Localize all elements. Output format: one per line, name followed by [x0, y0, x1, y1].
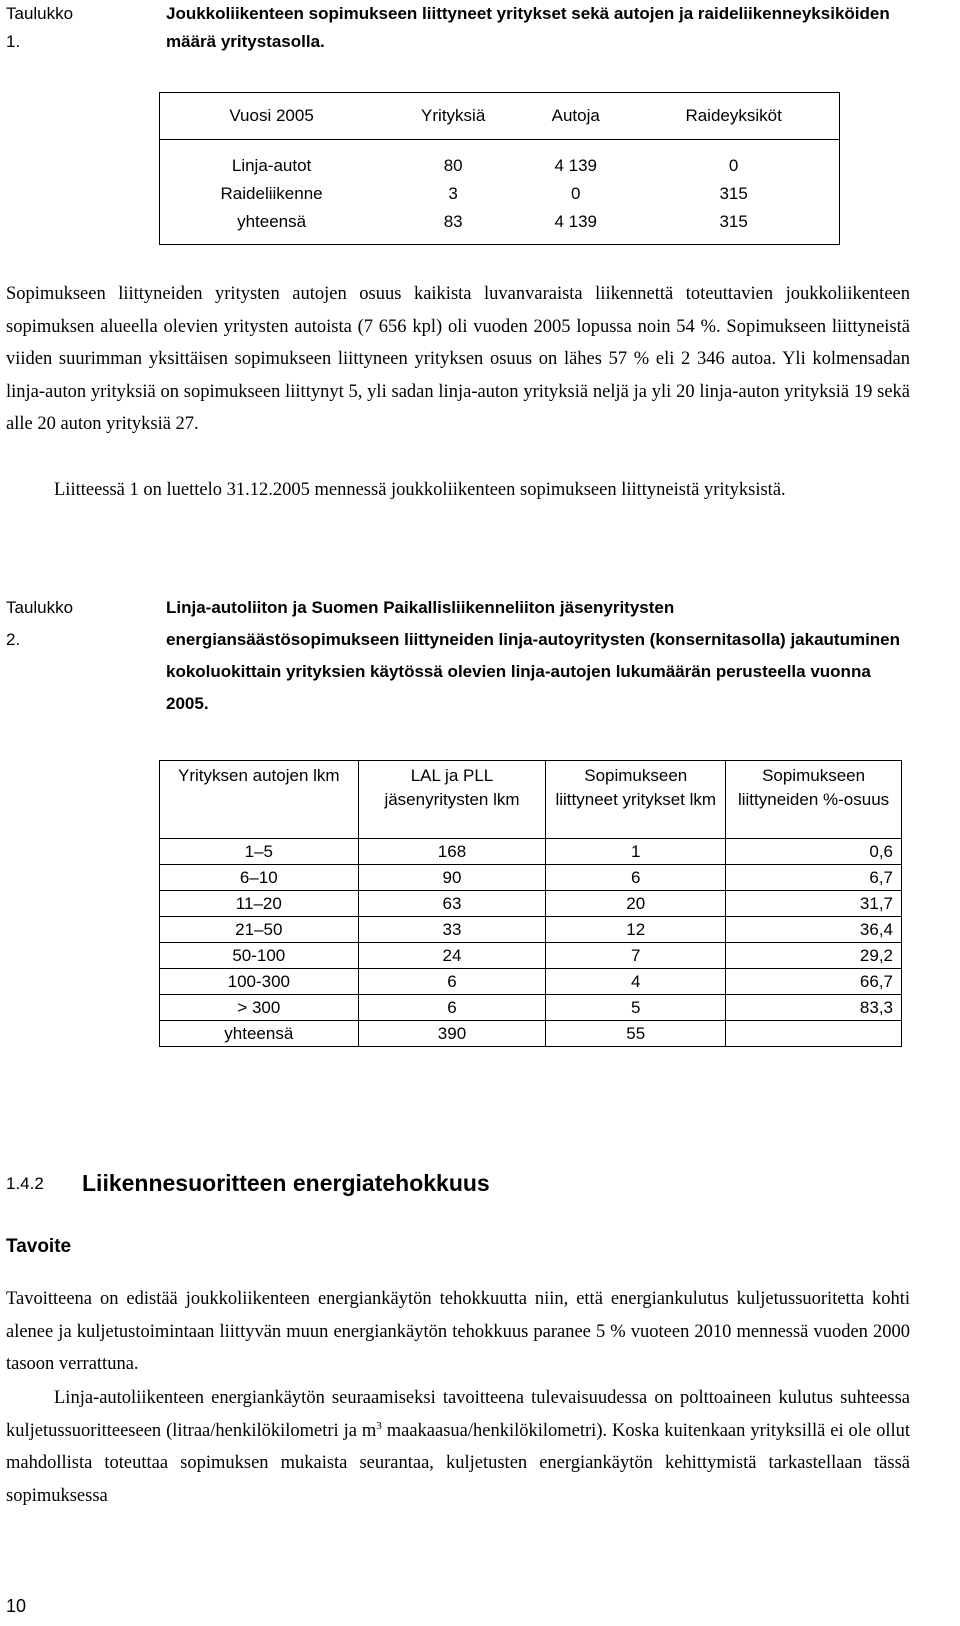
table2-cell: 6 — [546, 865, 726, 891]
table2-cell: yhteensä — [160, 1021, 359, 1047]
table2-cell: 6–10 — [160, 865, 359, 891]
page-number: 10 — [6, 1596, 27, 1616]
table2-cell: 6 — [358, 969, 546, 995]
table2-cell: 21–50 — [160, 917, 359, 943]
table1-label: Taulukko 1. — [6, 4, 74, 51]
table2-cell: 0,6 — [726, 839, 902, 865]
table1-header-cell: Autoja — [551, 106, 600, 125]
paragraph-4-text-b: maakaasua/henkilökilometri). Koska kuitenkaan yrityksillä ei ole ollut mahdollista toteuttaa sopimuksen mukaista seurantaa, kuljetusten energiankäytön kehittymistä tarkastellaan tässä sopimuksessa — [6, 1420, 910, 1506]
section-number: 1.4.2 — [6, 1174, 44, 1193]
table2-cell: 31,7 — [726, 891, 902, 917]
table1-header-cell: Yrityksiä — [421, 106, 486, 125]
table1-cell: 0 — [628, 140, 839, 181]
table-row — [160, 180, 840, 208]
table-row — [160, 1021, 902, 1047]
table2-cell: 1 — [546, 839, 726, 865]
table1-cell: Raideliikenne — [220, 184, 323, 203]
table-row — [160, 995, 902, 1021]
table1-cell: 0 — [571, 184, 581, 203]
table-row — [160, 208, 840, 245]
table2-cell: 390 — [358, 1021, 546, 1047]
table2-cell: 63 — [358, 891, 546, 917]
table1-cell: 83 — [443, 212, 463, 231]
table-row — [160, 891, 902, 917]
table-row — [160, 969, 902, 995]
table1 — [159, 92, 840, 245]
table2-cell — [726, 1021, 902, 1047]
paragraph-4-text-a: Linja-autoliikenteen energiankäytön seuraamiseksi tavoitteena tulevaisuudessa on polttoaineen kulutus suhteessa kuljetussuoritteeseen (litraa/henkilökilometri ja m — [6, 1388, 910, 1441]
table2-header-cell: Sopimukseen liittyneet yritykset lkm — [546, 761, 726, 839]
table2-cell: > 300 — [160, 995, 359, 1021]
table1-cell: Linja-autot — [160, 140, 384, 181]
paragraph-2: Liitteessä 1 on luettelo 31.12.2005 mennessä joukkoliikenteen sopimukseen liittyneistä yrityksistä. — [54, 480, 786, 500]
table2-cell: 24 — [358, 943, 546, 969]
table-row — [160, 943, 902, 969]
table2-header-row — [160, 761, 902, 839]
table-row — [160, 839, 902, 865]
table2-cell: 6,7 — [726, 865, 902, 891]
table2-cell: 83,3 — [726, 995, 902, 1021]
section-title: Liikennesuoritteen energiatehokkuus — [82, 1170, 490, 1196]
table2-cell: 29,2 — [726, 943, 902, 969]
superscript-3: 3 — [376, 1419, 382, 1432]
table2-header-cell: LAL ja PLL jäsenyritysten lkm — [358, 761, 546, 839]
paragraph-4 — [6, 1382, 910, 1512]
table1-cell: 4 139 — [523, 140, 628, 181]
table1-cell: 80 — [383, 140, 523, 181]
table1-cell: 4 139 — [554, 212, 597, 231]
table2-title: Linja-autoliiton ja Suomen Paikallisliikenneliiton jäsenyritysten energiansäästösopimukseen liittyneiden linja-autoyritysten (konsernitasolla) jakautuminen kokoluokittain yrityksien käytössä olevien linja-autojen lukumäärän perusteella vuonna 2005. — [166, 598, 901, 713]
table2-cell: 33 — [358, 917, 546, 943]
table2-cell: 100-300 — [160, 969, 359, 995]
table2-cell: 1–5 — [160, 839, 359, 865]
table2-cell: 168 — [358, 839, 546, 865]
table2-cell: 11–20 — [160, 891, 359, 917]
table2-cell: 90 — [358, 865, 546, 891]
table-row — [160, 917, 902, 943]
table2-cell: 12 — [546, 917, 726, 943]
paragraph-1: Sopimukseen liittyneiden yritysten autojen osuus kaikista luvanvaraista liikennettä toteuttavien joukkoliikenteen sopimuksen alueella olevien yritysten autoista (7 656 kpl) oli vuoden 2005 lopussa noin 54 %. Sopimukseen liittyneistä viiden suurimman yksittäisen sopimukseen liittyneen yrityksen osuus on lähes 57 % eli 2 346 autoa. Yli kolmensadan linja-auton yrityksiä on sopimukseen liittynyt 5, yli sadan linja-auton yrityksiä neljä ja yli 20 linja-auton yrityksiä 19 sekä alle 20 auton yrityksiä 27. — [6, 284, 910, 435]
table1-header-cell: Vuosi 2005 — [229, 106, 314, 125]
paragraph-3: Tavoitteena on edistää joukkoliikenteen energiankäytön tehokkuutta niin, että energiankulutus kuljetussuoritetta kohti alenee ja kuljetustoimintaan liittyvän muun energiankäytön tehokkuus paranee 5 % vuoteen 2010 mennessä vuoden 2000 tasoon verrattuna. — [6, 1289, 910, 1375]
table2-cell: 50-100 — [160, 943, 359, 969]
table2-cell: 55 — [546, 1021, 726, 1047]
table1-cell: 315 — [719, 212, 748, 231]
table-row — [160, 140, 840, 181]
table-row — [160, 865, 902, 891]
table1-header-row — [160, 93, 840, 140]
table1-cell: 3 — [448, 184, 458, 203]
table2-cell: 6 — [358, 995, 546, 1021]
table1-cell: 315 — [719, 184, 748, 203]
subheading: Tavoite — [6, 1236, 72, 1257]
table2-header-cell: Sopimukseen liittyneiden %-osuus — [726, 761, 902, 839]
table2-cell: 66,7 — [726, 969, 902, 995]
table2-cell: 36,4 — [726, 917, 902, 943]
table1-header-cell: Raideyksiköt — [685, 106, 782, 125]
table2-cell: 4 — [546, 969, 726, 995]
table1-cell: yhteensä — [237, 212, 307, 231]
table2 — [159, 760, 902, 1047]
table2-header-cell: Yrityksen autojen lkm — [160, 761, 359, 839]
table2-label: Taulukko 2. — [6, 598, 74, 649]
table2-cell: 5 — [546, 995, 726, 1021]
table2-cell: 20 — [546, 891, 726, 917]
table1-title: Joukkoliikenteen sopimukseen liittyneet yritykset sekä autojen ja raideliikenneyksiköiden määrä yritystasolla. — [166, 4, 890, 51]
table2-cell: 7 — [546, 943, 726, 969]
